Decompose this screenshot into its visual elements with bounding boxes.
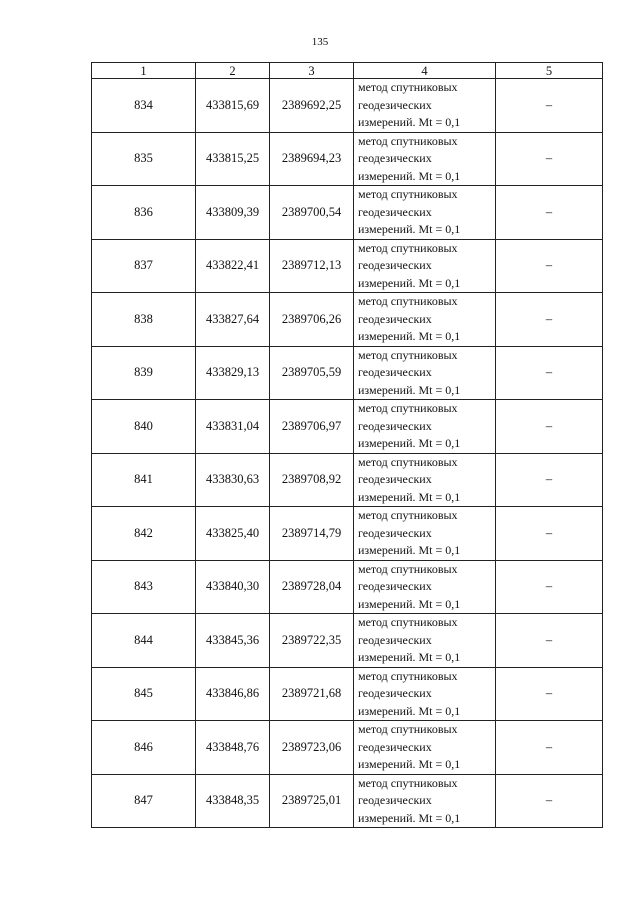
note-cell: –	[496, 614, 603, 668]
y-coordinate-cell: 2389728,04	[270, 560, 354, 614]
method-line: метод спутниковых	[358, 775, 458, 790]
table-row	[92, 346, 603, 400]
method-line: метод спутниковых	[358, 615, 458, 629]
method-line: измерений. Mt = 0,1	[358, 757, 461, 771]
table-row	[92, 774, 603, 828]
table-row	[92, 453, 603, 507]
note-cell: –	[496, 667, 603, 721]
y-coordinate-cell: 2389708,92	[270, 453, 354, 507]
x-coordinate-cell: 433827,64	[196, 293, 270, 347]
method-cell	[354, 667, 496, 721]
point-number-cell: 845	[92, 667, 196, 721]
note-cell: –	[496, 346, 603, 400]
method-line: метод спутниковых	[358, 347, 458, 362]
y-coordinate-cell: 2389692,25	[270, 79, 354, 133]
method-cell	[354, 186, 496, 240]
point-number-cell: 837	[92, 239, 196, 293]
y-coordinate-cell: 2389721,68	[270, 667, 354, 721]
x-coordinate-cell: 433809,39	[196, 186, 270, 240]
point-number-cell: 839	[92, 346, 196, 400]
note-cell: –	[496, 774, 603, 828]
method-cell	[354, 400, 496, 454]
table-row	[92, 507, 603, 561]
note-cell: –	[496, 721, 603, 775]
y-coordinate-cell: 2389694,23	[270, 132, 354, 186]
table-body	[92, 79, 603, 828]
x-coordinate-cell: 433840,30	[196, 560, 270, 614]
method-cell	[354, 721, 496, 775]
x-coordinate-cell: 433831,04	[196, 400, 270, 454]
x-coordinate-cell: 433830,63	[196, 453, 270, 507]
point-number-cell: 843	[92, 560, 196, 614]
method-line: измерений. Mt = 0,1	[358, 543, 461, 557]
method-line: измерений. Mt = 0,1	[358, 703, 461, 718]
table-row	[92, 239, 603, 293]
method-line: геодезических	[358, 472, 432, 486]
method-line: измерений. Mt = 0,1	[358, 115, 461, 129]
table-row	[92, 560, 603, 614]
method-cell	[354, 560, 496, 614]
table-row	[92, 79, 603, 133]
method-cell	[354, 79, 496, 133]
x-coordinate-cell: 433825,40	[196, 507, 270, 561]
note-cell: –	[496, 79, 603, 133]
x-coordinate-cell: 433822,41	[196, 239, 270, 293]
note-cell: –	[496, 132, 603, 186]
method-line: метод спутниковых	[358, 133, 458, 148]
x-coordinate-cell: 433846,86	[196, 667, 270, 721]
method-cell	[354, 453, 496, 507]
method-line: геодезических	[358, 418, 432, 433]
x-coordinate-cell: 433829,13	[196, 346, 270, 400]
method-line: геодезических	[358, 311, 432, 326]
point-number-cell: 836	[92, 186, 196, 240]
note-cell: –	[496, 507, 603, 561]
table-row	[92, 400, 603, 454]
point-number-cell: 846	[92, 721, 196, 775]
point-number-cell: 840	[92, 400, 196, 454]
method-line: геодезических	[358, 151, 432, 165]
point-number-cell: 841	[92, 453, 196, 507]
y-coordinate-cell: 2389706,97	[270, 400, 354, 454]
method-line: измерений. Mt = 0,1	[358, 382, 461, 397]
method-line: геодезических	[358, 525, 432, 540]
method-line: измерений. Mt = 0,1	[358, 596, 461, 611]
column-header-3: 3	[270, 63, 354, 79]
y-coordinate-cell: 2389712,13	[270, 239, 354, 293]
method-line: измерений. Mt = 0,1	[358, 810, 461, 825]
y-coordinate-cell: 2389723,06	[270, 721, 354, 775]
method-line: геодезических	[358, 793, 432, 807]
method-line: метод спутниковых	[358, 508, 458, 522]
method-line: метод спутниковых	[358, 668, 458, 683]
x-coordinate-cell: 433815,25	[196, 132, 270, 186]
method-line: метод спутниковых	[358, 294, 458, 308]
method-line: геодезических	[358, 258, 432, 272]
method-line: геодезических	[358, 204, 432, 219]
method-line: измерений. Mt = 0,1	[358, 436, 461, 450]
method-cell	[354, 132, 496, 186]
table-row	[92, 132, 603, 186]
method-line: метод спутниковых	[358, 80, 458, 94]
method-line: метод спутниковых	[358, 454, 458, 469]
column-header-2: 2	[196, 63, 270, 79]
method-line: метод спутниковых	[358, 187, 458, 201]
method-line: измерений. Mt = 0,1	[358, 275, 461, 290]
note-cell: –	[496, 453, 603, 507]
x-coordinate-cell: 433845,36	[196, 614, 270, 668]
column-header-4: 4	[354, 63, 496, 79]
column-header-1: 1	[92, 63, 196, 79]
point-number-cell: 844	[92, 614, 196, 668]
point-number-cell: 847	[92, 774, 196, 828]
y-coordinate-cell: 2389700,54	[270, 186, 354, 240]
method-line: геодезических	[358, 365, 432, 379]
method-cell	[354, 614, 496, 668]
table-row	[92, 293, 603, 347]
method-line: геодезических	[358, 686, 432, 700]
method-line: измерений. Mt = 0,1	[358, 650, 461, 664]
table-row	[92, 186, 603, 240]
y-coordinate-cell: 2389725,01	[270, 774, 354, 828]
page-number: 135	[311, 36, 329, 48]
method-cell	[354, 293, 496, 347]
x-coordinate-cell: 433848,76	[196, 721, 270, 775]
method-line: измерений. Mt = 0,1	[358, 222, 461, 236]
x-coordinate-cell: 433848,35	[196, 774, 270, 828]
table-row	[92, 721, 603, 775]
table-header-row	[92, 63, 603, 79]
point-number-cell: 838	[92, 293, 196, 347]
y-coordinate-cell: 2389706,26	[270, 293, 354, 347]
method-cell	[354, 346, 496, 400]
x-coordinate-cell: 433815,69	[196, 79, 270, 133]
method-line: измерений. Mt = 0,1	[358, 168, 461, 183]
method-line: измерений. Mt = 0,1	[358, 489, 461, 504]
method-line: метод спутниковых	[358, 561, 458, 576]
method-line: геодезических	[358, 579, 432, 593]
note-cell: –	[496, 186, 603, 240]
table-row	[92, 614, 603, 668]
method-line: геодезических	[358, 632, 432, 647]
note-cell: –	[496, 293, 603, 347]
method-line: метод спутниковых	[358, 401, 458, 415]
point-number-cell: 834	[92, 79, 196, 133]
method-cell	[354, 239, 496, 293]
note-cell: –	[496, 400, 603, 454]
y-coordinate-cell: 2389714,79	[270, 507, 354, 561]
table-row	[92, 667, 603, 721]
point-number-cell: 835	[92, 132, 196, 186]
method-line: метод спутниковых	[358, 240, 458, 255]
y-coordinate-cell: 2389705,59	[270, 346, 354, 400]
note-cell: –	[496, 560, 603, 614]
method-cell	[354, 774, 496, 828]
note-cell: –	[496, 239, 603, 293]
coordinates-table	[91, 62, 603, 828]
method-line: метод спутниковых	[358, 722, 458, 736]
method-line: геодезических	[358, 739, 432, 754]
column-header-5: 5	[496, 63, 603, 79]
point-number-cell: 842	[92, 507, 196, 561]
method-cell	[354, 507, 496, 561]
y-coordinate-cell: 2389722,35	[270, 614, 354, 668]
method-line: геодезических	[358, 97, 432, 112]
method-line: измерений. Mt = 0,1	[358, 329, 461, 343]
